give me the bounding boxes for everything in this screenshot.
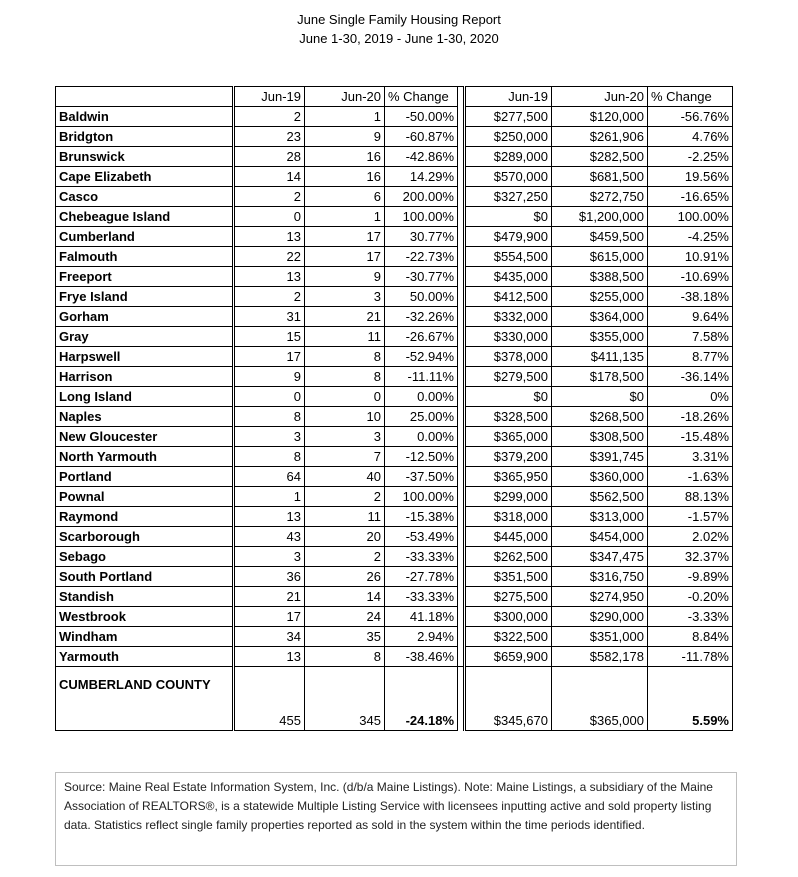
table-row: [56, 267, 733, 287]
price-jun20: $290,000: [552, 607, 648, 627]
column-divider: [458, 87, 465, 107]
price-jun20: $268,500: [552, 407, 648, 427]
price-jun19: $279,500: [465, 367, 552, 387]
county-town-name: CUMBERLAND COUNTY: [56, 667, 234, 731]
price-pct-change: -16.65%: [648, 187, 733, 207]
sales-jun20: 21: [305, 307, 385, 327]
price-jun20: $274,950: [552, 587, 648, 607]
sales-jun19: 8: [234, 447, 305, 467]
price-jun20: $355,000: [552, 327, 648, 347]
column-divider: [458, 547, 465, 567]
price-pct-change: 32.37%: [648, 547, 733, 567]
price-pct-change: -9.89%: [648, 567, 733, 587]
sales-jun20: 3: [305, 427, 385, 447]
price-pct-change: -1.57%: [648, 507, 733, 527]
price-pct-change: -3.33%: [648, 607, 733, 627]
sales-jun20: 3: [305, 287, 385, 307]
price-jun19: $445,000: [465, 527, 552, 547]
column-divider: [458, 427, 465, 447]
sales-jun20: 7: [305, 447, 385, 467]
price-pct-change: 3.31%: [648, 447, 733, 467]
sales-jun19: 0: [234, 207, 305, 227]
sales-pct-change: -50.00%: [385, 107, 458, 127]
sales-jun20: 2: [305, 547, 385, 567]
column-header-town-name: [56, 87, 234, 107]
county-total-row: [56, 667, 733, 731]
price-pct-change: 4.76%: [648, 127, 733, 147]
town-name: Brunswick: [56, 147, 234, 167]
table-row: [56, 487, 733, 507]
sales-jun19: 13: [234, 227, 305, 247]
price-jun19: $570,000: [465, 167, 552, 187]
table-row: [56, 107, 733, 127]
price-jun20: $360,000: [552, 467, 648, 487]
column-divider: [458, 367, 465, 387]
table-row: [56, 187, 733, 207]
town-name: Gray: [56, 327, 234, 347]
sales-pct-change: -38.46%: [385, 647, 458, 667]
sales-pct-change: -22.73%: [385, 247, 458, 267]
town-name: Standish: [56, 587, 234, 607]
town-name: Westbrook: [56, 607, 234, 627]
sales-jun19: 34: [234, 627, 305, 647]
town-name: Freeport: [56, 267, 234, 287]
town-name: Harpswell: [56, 347, 234, 367]
column-divider: [458, 527, 465, 547]
price-jun20: $308,500: [552, 427, 648, 447]
price-jun19: $365,000: [465, 427, 552, 447]
price-jun19: $412,500: [465, 287, 552, 307]
table-row: [56, 207, 733, 227]
price-jun19: $289,000: [465, 147, 552, 167]
price-pct-change: -11.78%: [648, 647, 733, 667]
sales-pct-change: -11.11%: [385, 367, 458, 387]
county-price-jun20: $365,000: [552, 667, 648, 731]
price-pct-change: -2.25%: [648, 147, 733, 167]
sales-jun19: 28: [234, 147, 305, 167]
column-divider: [458, 227, 465, 247]
sales-pct-change: 100.00%: [385, 207, 458, 227]
sales-jun19: 15: [234, 327, 305, 347]
price-pct-change: 19.56%: [648, 167, 733, 187]
price-jun19: $554,500: [465, 247, 552, 267]
column-divider: [458, 667, 465, 731]
price-pct-change: -18.26%: [648, 407, 733, 427]
price-jun20: $388,500: [552, 267, 648, 287]
price-pct-change: 100.00%: [648, 207, 733, 227]
price-jun19: $379,200: [465, 447, 552, 467]
price-jun20: $351,000: [552, 627, 648, 647]
sales-jun20: 8: [305, 367, 385, 387]
column-divider: [458, 187, 465, 207]
column-divider: [458, 247, 465, 267]
table-row: [56, 327, 733, 347]
price-jun19: $328,500: [465, 407, 552, 427]
sales-pct-change: -53.49%: [385, 527, 458, 547]
table-row: [56, 287, 733, 307]
price-pct-change: -38.18%: [648, 287, 733, 307]
town-name: Chebeague Island: [56, 207, 234, 227]
sales-jun19: 31: [234, 307, 305, 327]
town-name: South Portland: [56, 567, 234, 587]
price-jun19: $659,900: [465, 647, 552, 667]
table-row: [56, 567, 733, 587]
column-divider: [458, 147, 465, 167]
sales-jun19: 14: [234, 167, 305, 187]
column-divider: [458, 487, 465, 507]
price-pct-change: -10.69%: [648, 267, 733, 287]
table-row: [56, 247, 733, 267]
sales-jun19: 43: [234, 527, 305, 547]
sales-jun20: 11: [305, 327, 385, 347]
price-jun19: $262,500: [465, 547, 552, 567]
sales-jun20: 10: [305, 407, 385, 427]
price-jun20: $681,500: [552, 167, 648, 187]
table-row: [56, 347, 733, 367]
table-row: [56, 127, 733, 147]
price-jun19: $322,500: [465, 627, 552, 647]
sales-pct-change: 0.00%: [385, 387, 458, 407]
price-jun19: $250,000: [465, 127, 552, 147]
price-jun20: $347,475: [552, 547, 648, 567]
county-price-pct-change: 5.59%: [648, 667, 733, 731]
price-jun20: $316,750: [552, 567, 648, 587]
column-divider: [458, 467, 465, 487]
column-divider: [458, 567, 465, 587]
county-sales-jun20: 345: [305, 667, 385, 731]
price-pct-change: -1.63%: [648, 467, 733, 487]
sales-jun19: 9: [234, 367, 305, 387]
column-header-price-pct-change: % Change: [648, 87, 733, 107]
column-divider: [458, 647, 465, 667]
sales-pct-change: -26.67%: [385, 327, 458, 347]
sales-pct-change: 0.00%: [385, 427, 458, 447]
sales-jun20: 0: [305, 387, 385, 407]
header-row: [56, 87, 733, 107]
table-row: [56, 427, 733, 447]
price-jun20: $562,500: [552, 487, 648, 507]
price-jun19: $327,250: [465, 187, 552, 207]
sales-pct-change: -37.50%: [385, 467, 458, 487]
price-jun19: $365,950: [465, 467, 552, 487]
price-jun19: $435,000: [465, 267, 552, 287]
sales-pct-change: -42.86%: [385, 147, 458, 167]
sales-jun20: 11: [305, 507, 385, 527]
table-row: [56, 527, 733, 547]
price-pct-change: -36.14%: [648, 367, 733, 387]
town-name: Casco: [56, 187, 234, 207]
table-row: [56, 387, 733, 407]
town-name: Falmouth: [56, 247, 234, 267]
table-row: [56, 367, 733, 387]
table-row: [56, 167, 733, 187]
column-header-price-jun20: Jun-20: [552, 87, 648, 107]
column-divider: [458, 507, 465, 527]
price-pct-change: 7.58%: [648, 327, 733, 347]
town-name: Sebago: [56, 547, 234, 567]
sales-pct-change: 41.18%: [385, 607, 458, 627]
town-name: North Yarmouth: [56, 447, 234, 467]
table-row: [56, 587, 733, 607]
sales-pct-change: -52.94%: [385, 347, 458, 367]
table-row: [56, 227, 733, 247]
price-pct-change: 88.13%: [648, 487, 733, 507]
column-header-sales-jun20: Jun-20: [305, 87, 385, 107]
price-jun19: $299,000: [465, 487, 552, 507]
price-jun19: $275,500: [465, 587, 552, 607]
table-row: [56, 507, 733, 527]
price-pct-change: 0%: [648, 387, 733, 407]
sales-jun20: 26: [305, 567, 385, 587]
town-name: Windham: [56, 627, 234, 647]
price-jun20: $255,000: [552, 287, 648, 307]
town-name: Baldwin: [56, 107, 234, 127]
sales-jun19: 0: [234, 387, 305, 407]
sales-pct-change: -60.87%: [385, 127, 458, 147]
sales-jun19: 36: [234, 567, 305, 587]
sales-pct-change: 100.00%: [385, 487, 458, 507]
column-divider: [458, 127, 465, 147]
price-pct-change: 10.91%: [648, 247, 733, 267]
column-divider: [458, 287, 465, 307]
sales-jun20: 16: [305, 167, 385, 187]
price-jun20: $178,500: [552, 367, 648, 387]
sales-jun20: 1: [305, 207, 385, 227]
price-pct-change: 8.84%: [648, 627, 733, 647]
table-row: [56, 407, 733, 427]
price-jun19: $318,000: [465, 507, 552, 527]
price-jun20: $313,000: [552, 507, 648, 527]
sales-pct-change: 25.00%: [385, 407, 458, 427]
price-jun19: $0: [465, 387, 552, 407]
sales-jun19: 3: [234, 547, 305, 567]
sales-jun20: 24: [305, 607, 385, 627]
price-jun19: $300,000: [465, 607, 552, 627]
price-jun19: $332,000: [465, 307, 552, 327]
town-name: Frye Island: [56, 287, 234, 307]
sales-jun19: 2: [234, 287, 305, 307]
town-name: Harrison: [56, 367, 234, 387]
sales-pct-change: 200.00%: [385, 187, 458, 207]
town-name: Naples: [56, 407, 234, 427]
sales-jun19: 64: [234, 467, 305, 487]
price-jun20: $615,000: [552, 247, 648, 267]
column-divider: [458, 347, 465, 367]
sales-pct-change: -32.26%: [385, 307, 458, 327]
sales-jun19: 22: [234, 247, 305, 267]
price-jun20: $459,500: [552, 227, 648, 247]
price-jun19: $351,500: [465, 567, 552, 587]
sales-pct-change: 30.77%: [385, 227, 458, 247]
sales-jun20: 40: [305, 467, 385, 487]
sales-jun20: 8: [305, 347, 385, 367]
column-divider: [458, 407, 465, 427]
sales-jun19: 17: [234, 347, 305, 367]
sales-pct-change: -33.33%: [385, 547, 458, 567]
sales-pct-change: 14.29%: [385, 167, 458, 187]
sales-jun19: 13: [234, 267, 305, 287]
sales-pct-change: -30.77%: [385, 267, 458, 287]
table-row: [56, 447, 733, 467]
sales-pct-change: -33.33%: [385, 587, 458, 607]
town-name: Long Island: [56, 387, 234, 407]
price-jun20: $261,906: [552, 127, 648, 147]
price-pct-change: 9.64%: [648, 307, 733, 327]
price-pct-change: -4.25%: [648, 227, 733, 247]
column-header-sales-jun19: Jun-19: [234, 87, 305, 107]
price-jun20: $120,000: [552, 107, 648, 127]
price-jun20: $582,178: [552, 647, 648, 667]
sales-jun20: 9: [305, 127, 385, 147]
sales-jun20: 14: [305, 587, 385, 607]
sales-jun19: 2: [234, 187, 305, 207]
column-divider: [458, 587, 465, 607]
price-jun20: $282,500: [552, 147, 648, 167]
sales-jun20: 2: [305, 487, 385, 507]
price-pct-change: -0.20%: [648, 587, 733, 607]
column-divider: [458, 107, 465, 127]
sales-jun19: 2: [234, 107, 305, 127]
column-divider: [458, 607, 465, 627]
town-name: Gorham: [56, 307, 234, 327]
column-divider: [458, 627, 465, 647]
price-jun20: $411,135: [552, 347, 648, 367]
price-jun19: $330,000: [465, 327, 552, 347]
sales-jun20: 17: [305, 227, 385, 247]
column-header-sales-pct-change: % Change: [385, 87, 458, 107]
town-name: Yarmouth: [56, 647, 234, 667]
county-sales-jun19: 455: [234, 667, 305, 731]
town-name: Scarborough: [56, 527, 234, 547]
sales-jun19: 8: [234, 407, 305, 427]
sales-jun19: 13: [234, 647, 305, 667]
town-name: Cumberland: [56, 227, 234, 247]
source-note: Source: Maine Real Estate Information System, Inc. (d/b/a Maine Listings). Note: Maine Listings, a subsidiary of the Maine Association of REALTORS®, is a statewide Multiple Listing Service with licensees inputting active and sold property listing data. Statistics reflect single family properties reported as sold in the system within the time periods identified.: [55, 772, 737, 866]
price-jun20: $391,745: [552, 447, 648, 467]
column-divider: [458, 327, 465, 347]
sales-jun20: 20: [305, 527, 385, 547]
sales-pct-change: -15.38%: [385, 507, 458, 527]
price-pct-change: -15.48%: [648, 427, 733, 447]
table-row: [56, 647, 733, 667]
sales-jun19: 23: [234, 127, 305, 147]
column-header-price-jun19: Jun-19: [465, 87, 552, 107]
town-name: Portland: [56, 467, 234, 487]
sales-jun19: 21: [234, 587, 305, 607]
town-name: New Gloucester: [56, 427, 234, 447]
report-date-range: June 1-30, 2019 - June 1-30, 2020: [299, 31, 499, 46]
sales-jun20: 35: [305, 627, 385, 647]
price-jun20: $0: [552, 387, 648, 407]
table-row: [56, 607, 733, 627]
town-name: Raymond: [56, 507, 234, 527]
sales-jun20: 8: [305, 647, 385, 667]
price-jun20: $364,000: [552, 307, 648, 327]
housing-table: [55, 86, 733, 731]
column-divider: [458, 207, 465, 227]
table-row: [56, 467, 733, 487]
county-price-jun19: $345,670: [465, 667, 552, 731]
column-divider: [458, 307, 465, 327]
price-jun20: $1,200,000: [552, 207, 648, 227]
price-pct-change: 8.77%: [648, 347, 733, 367]
town-name: Pownal: [56, 487, 234, 507]
price-pct-change: -56.76%: [648, 107, 733, 127]
sales-jun20: 9: [305, 267, 385, 287]
column-divider: [458, 387, 465, 407]
county-sales-pct-change: -24.18%: [385, 667, 458, 731]
column-divider: [458, 167, 465, 187]
sales-jun20: 17: [305, 247, 385, 267]
column-divider: [458, 447, 465, 467]
sales-pct-change: 2.94%: [385, 627, 458, 647]
sales-jun20: 1: [305, 107, 385, 127]
price-jun20: $272,750: [552, 187, 648, 207]
sales-jun20: 16: [305, 147, 385, 167]
sales-jun19: 3: [234, 427, 305, 447]
price-pct-change: 2.02%: [648, 527, 733, 547]
sales-jun20: 6: [305, 187, 385, 207]
sales-jun19: 17: [234, 607, 305, 627]
price-jun20: $454,000: [552, 527, 648, 547]
table-row: [56, 307, 733, 327]
table-row: [56, 147, 733, 167]
report-title: June Single Family Housing Report: [297, 12, 501, 27]
price-jun19: $479,900: [465, 227, 552, 247]
town-name: Cape Elizabeth: [56, 167, 234, 187]
price-jun19: $277,500: [465, 107, 552, 127]
sales-jun19: 13: [234, 507, 305, 527]
sales-pct-change: 50.00%: [385, 287, 458, 307]
column-divider: [458, 267, 465, 287]
sales-pct-change: -27.78%: [385, 567, 458, 587]
price-jun19: $0: [465, 207, 552, 227]
table-row: [56, 627, 733, 647]
sales-pct-change: -12.50%: [385, 447, 458, 467]
price-jun19: $378,000: [465, 347, 552, 367]
sales-jun19: 1: [234, 487, 305, 507]
table-row: [56, 547, 733, 567]
town-name: Bridgton: [56, 127, 234, 147]
